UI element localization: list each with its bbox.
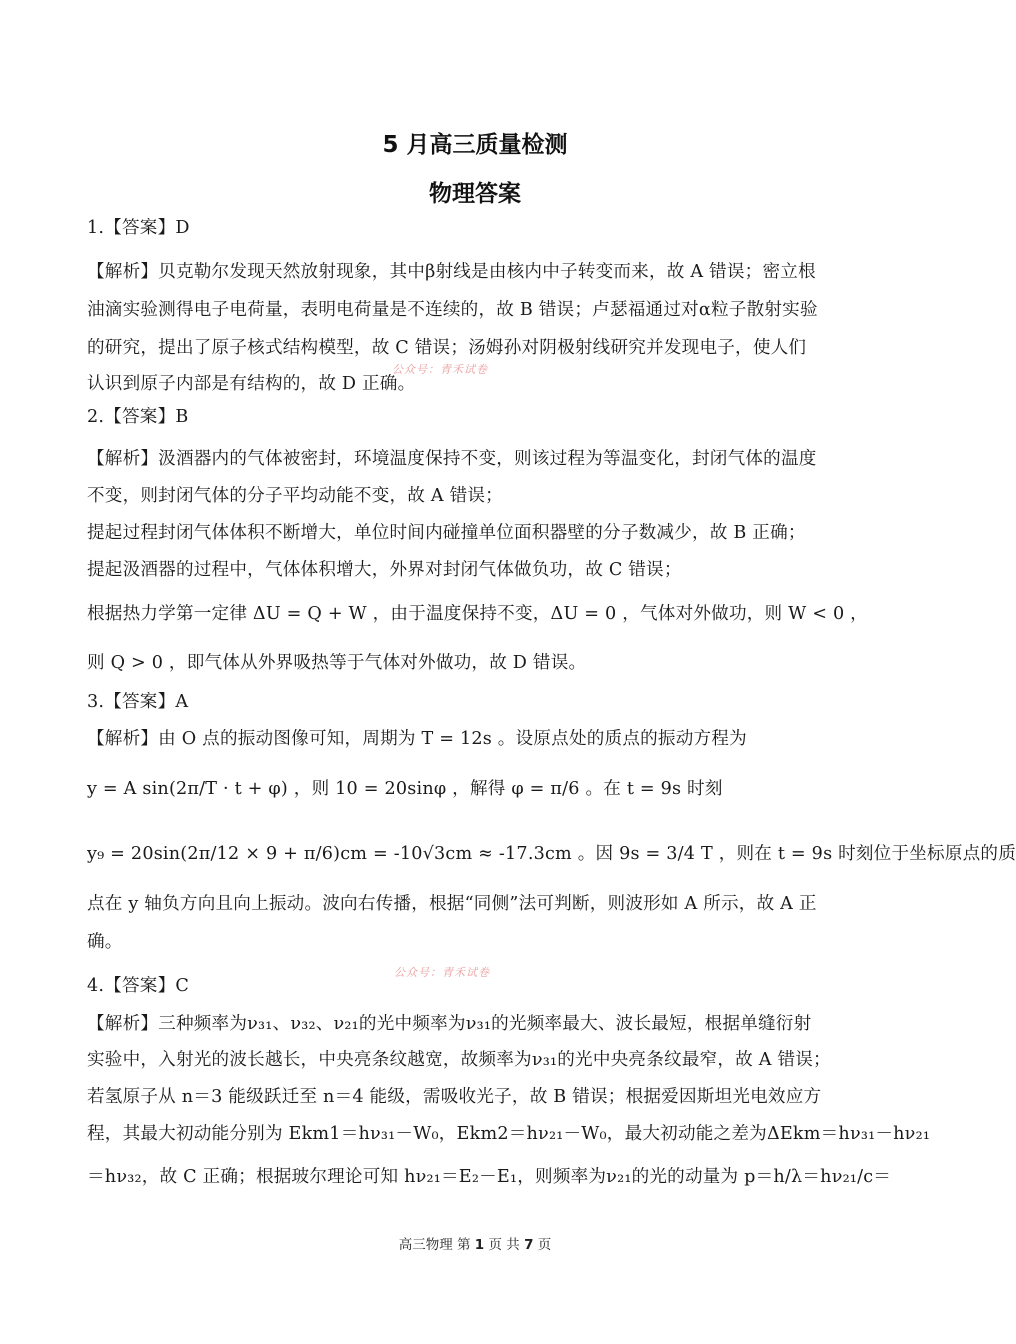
footer-page-number: 1: [474, 1237, 485, 1253]
q2-analysis-line: 提起过程封闭气体体积不断增大，单位时间内碰撞单位面积器壁的分子数减少，故 B 正确；: [87, 523, 806, 543]
q4-analysis-line: 【解析】三种频率为ν₃₁、ν₃₂、ν₂₁的光中频率为ν₃₁的光频率最大、波长最短，根据单缝衍射: [87, 1014, 812, 1034]
footer-prefix: 高三物理 第: [398, 1237, 471, 1253]
watermark: 公众号：青禾试卷: [392, 363, 488, 376]
q4-analysis-line: ＝hν₃₂，故 C 正确；根据玻尔理论可知 hν₂₁＝E₂－E₁，则频率为ν₂₁的光的动量为 p＝h/λ＝hν₂₁/c＝: [87, 1167, 892, 1187]
q2-analysis-line: 【解析】汲酒器内的气体被密封，环境温度保持不变，则该过程为等温变化，封闭气体的温度: [87, 449, 817, 469]
q3-analysis-line: 确。: [87, 932, 123, 952]
footer-total-pages: 7: [524, 1237, 534, 1253]
page-subtitle: 物理答案: [429, 181, 521, 207]
q1-analysis-line: 认识到原子内部是有结构的，故 D 正确。: [87, 374, 416, 394]
q2-analysis-line: 不变，则封闭气体的分子平均动能不变，故 A 错误；: [87, 486, 503, 506]
q3-analysis-line: y₉ = 20sin(2π/12 × 9 + π/6)cm = -10√3cm ≈ -17.3cm 。因 9s = 3/4 T ，则在 t = 9s 时刻位于坐标原点的质: [87, 844, 1016, 864]
q1-analysis-line: 的研究，提出了原子核式结构模型，故 C 错误；汤姆孙对阴极射线研究并发现电子，使人们: [87, 338, 807, 358]
q2-analysis-line: 提起汲酒器的过程中，气体体积增大，外界对封闭气体做负功，故 C 错误；: [87, 560, 682, 580]
q4-analysis-line: 程，其最大初动能分别为 Ekm1＝hν₃₁－W₀，Ekm2＝hν₂₁－W₀，最大初动能之差为ΔEkm＝hν₃₁－hν₂₁: [87, 1124, 931, 1144]
page-title: 5 月高三质量检测: [382, 132, 568, 158]
q2-answer: 2.【答案】B: [87, 407, 189, 427]
watermark: 公众号：青禾试卷: [394, 966, 490, 979]
q4-analysis-line: 实验中，入射光的波长越长，中央亮条纹越宽，故频率为ν₃₁的光中央亮条纹最窄，故 A 错误；: [87, 1050, 831, 1070]
q4-answer: 4.【答案】C: [87, 976, 190, 996]
q2-analysis-line: 根据热力学第一定律 ΔU = Q + W ，由于温度保持不变，ΔU = 0 ，气体对外做功，则 W < 0 ，: [87, 604, 868, 624]
q4-analysis-line: 若氢原子从 n＝3 能级跃迁至 n＝4 能级，需吸收光子，故 B 错误；根据爱因斯坦光电效应方: [87, 1087, 822, 1107]
q2-analysis-line: 则 Q > 0 ，即气体从外界吸热等于气体对外做功，故 D 错误。: [87, 653, 587, 673]
q3-analysis-line: 【解析】由 O 点的振动图像可知，周期为 T = 12s 。设原点处的质点的振动方程为: [87, 729, 747, 749]
q3-analysis-line: y = A sin(2π/T · t + φ) ，则 10 = 20sinφ ，解得 φ = π/6 。在 t = 9s 时刻: [87, 779, 723, 799]
q1-answer: 1.【答案】D: [87, 218, 190, 238]
footer-suffix: 页: [537, 1237, 552, 1253]
q1-analysis-line: 【解析】贝克勒尔发现天然放射现象，其中β射线是由核内中子转变而来，故 A 错误；密立根: [87, 262, 816, 282]
page-footer: [0, 1233, 950, 1253]
q1-analysis-line: 油滴实验测得电子电荷量，表明电荷量是不连续的，故 B 错误；卢瑟福通过对α粒子散射实验: [87, 300, 818, 320]
q3-analysis-line: 点在 y 轴负方向且向上振动。波向右传播，根据“同侧”法可判断，则波形如 A 所示，故 A 正: [87, 894, 817, 914]
q3-answer: 3.【答案】A: [87, 692, 189, 712]
footer-middle: 页 共: [488, 1237, 520, 1253]
